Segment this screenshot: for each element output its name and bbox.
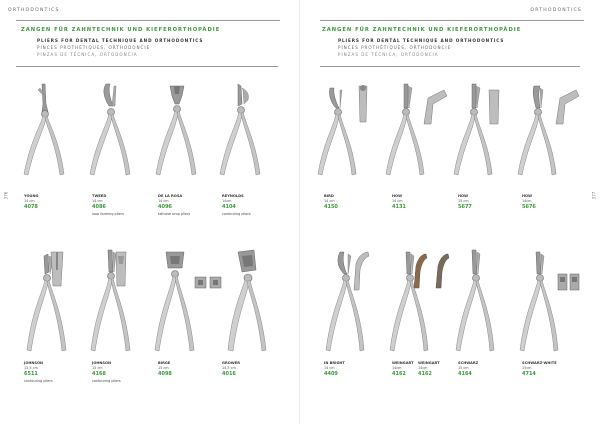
product-code: 4164 — [458, 371, 472, 377]
product-name: DE LA ROSA — [158, 194, 183, 198]
title-english: PLIERS FOR DENTAL TECHNIQUE AND ORTHODONTICS — [37, 38, 204, 43]
product-size: 14 cm — [324, 366, 335, 370]
product-code: 6511 — [24, 371, 38, 377]
page-titles — [21, 27, 220, 57]
product-name: HOW — [522, 194, 533, 198]
product-description: loop forming pliers — [92, 212, 124, 216]
product-code: 5677 — [458, 204, 472, 210]
product-name: IN BRIGHT — [324, 361, 345, 365]
product-description: contouring pliers — [222, 212, 251, 216]
product-size: 15cm — [522, 366, 532, 370]
right-page — [300, 0, 600, 424]
product-name: BIRGE — [158, 361, 171, 365]
product-description: tallcase orop pliers — [158, 212, 191, 216]
header-rule — [320, 20, 584, 21]
product-code: 4714 — [522, 371, 536, 377]
header-rule — [16, 20, 280, 21]
title-rule — [16, 66, 278, 67]
product-name: BIRD — [324, 194, 334, 198]
product-caption — [324, 361, 370, 378]
title-german: ZANGEN FÜR ZAHNTECHNIK UND KIEFERORTHOPÄDIE — [322, 27, 522, 33]
product-size: 14cm — [222, 199, 232, 203]
product-code: 4168 — [92, 371, 106, 377]
product-size: 14cm — [392, 366, 402, 370]
title-french: PINCES PROTHÉTIQUES, ORTHODONCIE — [338, 45, 452, 50]
product-name: GROWER — [222, 361, 240, 365]
plier-image — [452, 246, 498, 358]
product-code: 4086 — [92, 204, 106, 210]
product-caption — [458, 361, 504, 378]
product-name: YOUNG — [24, 194, 39, 198]
jaw-detail-image — [194, 274, 224, 290]
product-code: 4096 — [158, 204, 172, 210]
title-spanish: PINZAS DE TÉCNICA, ORTODONCIA — [338, 52, 439, 57]
product-code: 4131 — [392, 204, 406, 210]
product-code: 4162 — [392, 371, 406, 377]
product-name: HOW — [458, 194, 469, 198]
product-caption — [324, 194, 370, 211]
product-size: 14 cm — [158, 199, 169, 203]
product-code: 5676 — [522, 204, 536, 210]
product-caption — [158, 361, 204, 378]
product-caption — [92, 194, 138, 218]
product-name: WEINGART — [418, 361, 440, 365]
product-caption — [222, 194, 268, 218]
product-caption — [158, 194, 204, 218]
jaw-detail-image — [348, 250, 372, 294]
product-code: 4409 — [324, 371, 338, 377]
plier-image — [516, 246, 562, 358]
product-name: TWEED — [92, 194, 107, 198]
product-size: 15 cm — [458, 199, 469, 203]
product-size: 13,5 cm — [24, 366, 38, 370]
jaw-detail-image — [112, 250, 130, 290]
product-size: 14 cm — [392, 199, 403, 203]
product-size: 14 cm — [324, 199, 335, 203]
jaw-detail-image — [48, 250, 66, 290]
product-size: 14,5 cm — [222, 366, 236, 370]
product-caption — [392, 194, 438, 211]
plier-image — [314, 82, 360, 182]
title-english: PLIERS FOR DENTAL TECHNIQUE AND ORTHODONTICS — [338, 38, 505, 43]
product-name: WEINGART — [392, 361, 414, 365]
product-code: 4098 — [158, 371, 172, 377]
title-german: ZANGEN FÜR ZAHNTECHNIK UND KIEFERORTHOPÄDIE — [21, 27, 221, 33]
product-code: 4104 — [222, 204, 236, 210]
product-code: 4150 — [324, 204, 338, 210]
product-caption — [222, 361, 268, 378]
page-number: 377 — [591, 191, 597, 200]
title-rule — [320, 66, 580, 67]
product-caption — [458, 194, 504, 211]
plier-image — [18, 82, 70, 182]
section-label: ORTHODONTICS — [530, 8, 582, 13]
product-caption — [92, 361, 138, 385]
product-size: 14 cm — [24, 199, 35, 203]
plier-image — [150, 82, 202, 182]
plier-image — [214, 82, 266, 182]
jaw-detail-image — [552, 88, 582, 128]
product-size: 15 cm — [92, 366, 103, 370]
page-titles — [322, 27, 521, 57]
product-code: 4016 — [222, 371, 236, 377]
title-french: PINCES PROTHÉTIQUES, ORTHODONCIE — [37, 45, 151, 50]
jaw-detail-image — [356, 82, 370, 126]
product-code: 4162 — [418, 371, 432, 377]
product-size: 15 cm — [458, 366, 469, 370]
plier-image — [222, 246, 272, 358]
product-name: JOHNSON — [92, 361, 112, 365]
product-caption — [418, 361, 448, 378]
jaw-detail-image — [556, 270, 582, 292]
jaw-detail-image — [420, 88, 450, 128]
jaw-detail-image — [486, 86, 502, 128]
title-spanish: PINZAS DE TÉCNICA, ORTODONCIA — [37, 52, 138, 57]
product-caption — [522, 361, 568, 378]
product-size: 14cm — [418, 366, 428, 370]
product-size: 14 cm — [92, 199, 103, 203]
product-caption — [24, 361, 70, 385]
product-code: 4078 — [24, 204, 38, 210]
product-name: HOW — [392, 194, 403, 198]
jaw-detail-image — [410, 252, 454, 292]
product-description: contouring pliers — [24, 379, 53, 383]
product-name: SCHWARZ-WHITE — [522, 361, 557, 365]
product-size: 15 cm — [158, 366, 169, 370]
plier-image — [84, 82, 136, 182]
plier-image — [152, 246, 198, 358]
page-number: 376 — [3, 191, 9, 200]
section-label: ORTHODONTICS — [8, 8, 60, 13]
product-name: REYNOLDS — [222, 194, 244, 198]
product-caption — [522, 194, 568, 211]
product-name: SCHWARZ — [458, 361, 479, 365]
product-caption — [24, 194, 70, 211]
product-description: contouring pliers — [92, 379, 121, 383]
product-size: 14cm — [522, 199, 532, 203]
product-name: JOHNSON — [24, 361, 44, 365]
